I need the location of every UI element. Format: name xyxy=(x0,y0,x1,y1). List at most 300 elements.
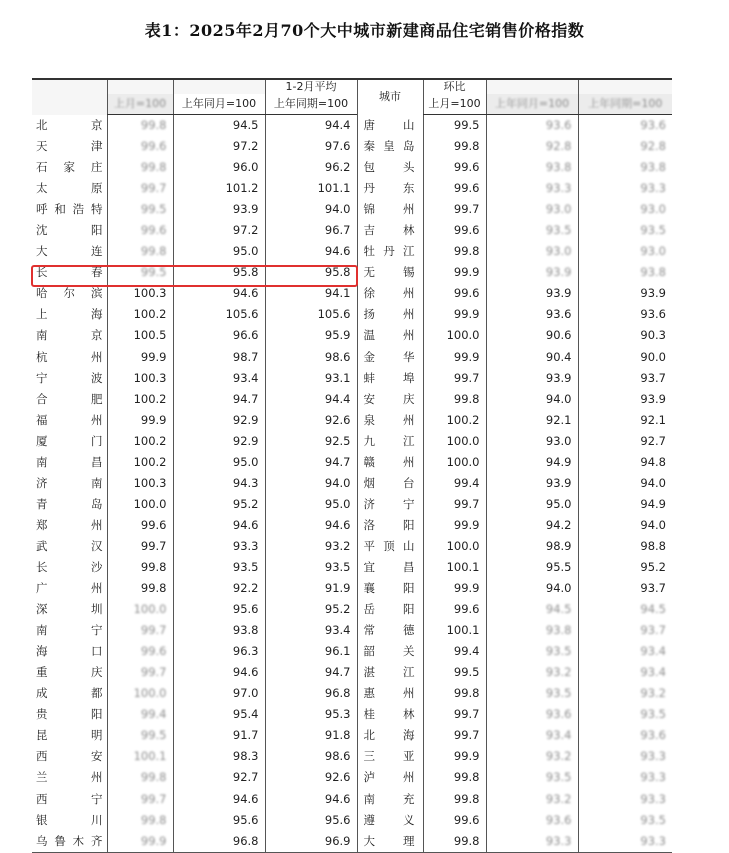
yoy-value: 93.8 xyxy=(173,620,265,641)
avg-value: 93.2 xyxy=(265,536,357,557)
avg-value: 101.1 xyxy=(265,178,357,199)
mom-value: 99.8 xyxy=(423,767,486,788)
yoy-value: 93.9 xyxy=(486,368,578,389)
mom-value: 99.5 xyxy=(423,115,486,137)
avg-value: 93.3 xyxy=(578,178,672,199)
yoy-value: 93.2 xyxy=(486,746,578,767)
city-name: 西安 xyxy=(36,749,103,764)
table-row xyxy=(32,115,672,137)
avg-value: 95.2 xyxy=(578,557,672,578)
avg-value: 92.1 xyxy=(578,410,672,431)
city-name: 大连 xyxy=(36,244,103,259)
avg-value: 93.9 xyxy=(578,283,672,304)
yoy-value: 92.8 xyxy=(486,136,578,157)
mom-value: 99.4 xyxy=(423,641,486,662)
yoy-value: 105.6 xyxy=(173,304,265,325)
city-name: 海口 xyxy=(36,644,103,659)
avg-value: 94.0 xyxy=(578,473,672,494)
mom-value: 99.8 xyxy=(107,157,173,178)
table-row xyxy=(32,199,672,220)
mom-value: 99.8 xyxy=(107,557,173,578)
avg-value: 92.7 xyxy=(578,431,672,452)
mom-subheader: 上月=100 xyxy=(423,94,486,115)
table-row xyxy=(32,789,672,810)
mom-value: 99.9 xyxy=(423,347,486,368)
yoy-value: 91.7 xyxy=(173,725,265,746)
mom-value: 100.0 xyxy=(423,325,486,346)
mom-value: 99.9 xyxy=(423,304,486,325)
yoy-value: 97.0 xyxy=(173,683,265,704)
avg-value: 93.6 xyxy=(578,725,672,746)
yoy-value: 92.7 xyxy=(173,767,265,788)
city-name: 常德 xyxy=(357,620,423,641)
mom-value: 99.6 xyxy=(423,220,486,241)
table-row xyxy=(32,746,672,767)
mom-value: 100.0 xyxy=(423,452,486,473)
city-header: 城市 xyxy=(357,79,423,115)
yoy-value: 93.2 xyxy=(486,662,578,683)
mom-value: 100.0 xyxy=(107,599,173,620)
mom-value: 99.9 xyxy=(423,746,486,767)
avg-value: 94.6 xyxy=(265,241,357,262)
avg-value: 93.8 xyxy=(578,262,672,283)
avg-value: 95.2 xyxy=(265,599,357,620)
table-row xyxy=(32,641,672,662)
city-name: 重庆 xyxy=(36,665,103,680)
mom-value: 100.2 xyxy=(107,431,173,452)
yoy-value: 90.6 xyxy=(486,325,578,346)
yoy-value: 93.9 xyxy=(173,199,265,220)
table-row xyxy=(32,136,672,157)
table-row xyxy=(32,831,672,853)
city-name: 宜昌 xyxy=(357,557,423,578)
avg-value: 93.3 xyxy=(578,789,672,810)
city-name: 厦门 xyxy=(36,433,103,448)
city-name: 大理 xyxy=(357,831,423,853)
yoy-value: 98.9 xyxy=(486,536,578,557)
table-row xyxy=(32,431,672,452)
city-name: 武汉 xyxy=(36,538,103,553)
city-name: 太原 xyxy=(36,181,103,196)
mom-value: 100.1 xyxy=(423,557,486,578)
city-name: 洛阳 xyxy=(357,515,423,536)
avg-value: 90.3 xyxy=(578,325,672,346)
avg-value: 94.8 xyxy=(578,452,672,473)
mom-value: 99.7 xyxy=(107,789,173,810)
yoy-value: 93.3 xyxy=(486,831,578,853)
mom-value: 99.8 xyxy=(423,831,486,853)
mom-value: 99.7 xyxy=(423,199,486,220)
table-row xyxy=(32,557,672,578)
avg-value: 93.0 xyxy=(578,241,672,262)
avg-value: 93.5 xyxy=(578,810,672,831)
table-row xyxy=(32,389,672,410)
avg-value: 93.6 xyxy=(578,115,672,137)
avg-value: 98.6 xyxy=(265,746,357,767)
city-name: 上海 xyxy=(36,307,103,322)
yoy-value: 95.6 xyxy=(173,599,265,620)
yoy-value: 95.0 xyxy=(173,241,265,262)
table-row xyxy=(32,620,672,641)
table-row xyxy=(32,473,672,494)
table-row xyxy=(32,325,672,346)
avg-value: 96.1 xyxy=(265,641,357,662)
mom-value: 99.8 xyxy=(423,136,486,157)
yoy-value: 90.4 xyxy=(486,347,578,368)
yoy-value: 93.0 xyxy=(486,431,578,452)
avg-value: 93.7 xyxy=(578,578,672,599)
city-name: 桂林 xyxy=(357,704,423,725)
yoy-value: 95.0 xyxy=(173,452,265,473)
yoy-value: 96.6 xyxy=(173,325,265,346)
table-row xyxy=(32,347,672,368)
mom-value: 99.7 xyxy=(107,662,173,683)
avg-value: 96.2 xyxy=(265,157,357,178)
city-name: 秦皇岛 xyxy=(357,136,423,157)
city-name: 杭州 xyxy=(36,349,103,364)
city-name: 扬州 xyxy=(357,304,423,325)
city-name: 泸州 xyxy=(357,767,423,788)
city-name: 北海 xyxy=(357,725,423,746)
avg-value: 94.0 xyxy=(265,199,357,220)
yoy-value: 93.5 xyxy=(173,557,265,578)
city-name: 吉林 xyxy=(357,220,423,241)
avg-value: 92.8 xyxy=(578,136,672,157)
city-name: 赣州 xyxy=(357,452,423,473)
avg-value: 94.4 xyxy=(265,389,357,410)
avg-value: 93.5 xyxy=(578,704,672,725)
table-row xyxy=(32,494,672,515)
avg-value: 94.6 xyxy=(265,515,357,536)
yoy-value: 94.9 xyxy=(486,452,578,473)
avg-value: 96.8 xyxy=(265,683,357,704)
avg-value: 94.7 xyxy=(265,452,357,473)
avg-value: 93.4 xyxy=(578,641,672,662)
table-row xyxy=(32,220,672,241)
avg-value: 92.6 xyxy=(265,410,357,431)
yoy-value: 96.0 xyxy=(173,157,265,178)
mom-value: 99.7 xyxy=(423,494,486,515)
avg-value: 96.7 xyxy=(265,220,357,241)
table-row xyxy=(32,810,672,831)
yoy-value: 97.2 xyxy=(173,136,265,157)
avg-group-header: 1-2月平均 xyxy=(265,79,357,94)
mom-value: 100.0 xyxy=(107,494,173,515)
mom-value: 99.6 xyxy=(107,136,173,157)
yoy-value: 94.5 xyxy=(173,115,265,137)
mom-value: 99.6 xyxy=(107,641,173,662)
city-name: 平顶山 xyxy=(357,536,423,557)
mom-value: 100.2 xyxy=(107,389,173,410)
mom-value: 99.8 xyxy=(423,683,486,704)
table-row xyxy=(32,452,672,473)
yoy-value: 94.0 xyxy=(486,389,578,410)
yoy-value: 94.6 xyxy=(173,283,265,304)
table-row xyxy=(32,767,672,788)
city-name: 合肥 xyxy=(36,391,103,406)
avg-value: 94.1 xyxy=(265,283,357,304)
yoy-value: 93.9 xyxy=(486,283,578,304)
yoy-value: 95.2 xyxy=(173,494,265,515)
city-name: 石家庄 xyxy=(36,160,103,175)
mom-value: 100.0 xyxy=(423,431,486,452)
yoy-value: 93.5 xyxy=(486,683,578,704)
table-row xyxy=(32,578,672,599)
yoy-value: 101.2 xyxy=(173,178,265,199)
city-name: 韶关 xyxy=(357,641,423,662)
avg-value: 94.6 xyxy=(265,789,357,810)
table-row xyxy=(32,599,672,620)
avg-value: 95.3 xyxy=(265,704,357,725)
mom-value: 99.7 xyxy=(107,178,173,199)
city-name: 泉州 xyxy=(357,410,423,431)
mom-value: 99.9 xyxy=(423,262,486,283)
mom-value: 100.2 xyxy=(423,410,486,431)
avg-value: 94.9 xyxy=(578,494,672,515)
yoy-value: 94.0 xyxy=(486,578,578,599)
yoy-value: 93.4 xyxy=(173,368,265,389)
city-name: 徐州 xyxy=(357,283,423,304)
avg-value: 92.5 xyxy=(265,431,357,452)
city-name: 襄阳 xyxy=(357,578,423,599)
city-name: 沈阳 xyxy=(36,223,103,238)
avg-value: 92.6 xyxy=(265,767,357,788)
city-name: 西宁 xyxy=(36,791,103,806)
city-name: 安庆 xyxy=(357,389,423,410)
avg-value: 93.7 xyxy=(578,620,672,641)
city-name: 哈尔滨 xyxy=(36,286,103,301)
avg-value: 93.9 xyxy=(578,389,672,410)
mom-value: 99.6 xyxy=(107,515,173,536)
avg-value: 95.9 xyxy=(265,325,357,346)
city-name: 南充 xyxy=(357,789,423,810)
table-row xyxy=(32,241,672,262)
mom-value: 99.6 xyxy=(423,157,486,178)
city-name: 三亚 xyxy=(357,746,423,767)
avg-value: 93.3 xyxy=(578,746,672,767)
mom-value: 100.3 xyxy=(107,283,173,304)
yoy-value: 93.4 xyxy=(486,725,578,746)
mom-value: 100.1 xyxy=(107,746,173,767)
yoy-value: 93.5 xyxy=(486,641,578,662)
avg-value: 93.4 xyxy=(578,662,672,683)
mom-value: 100.3 xyxy=(107,473,173,494)
avg-value: 95.6 xyxy=(265,810,357,831)
yoy-value: 93.8 xyxy=(486,157,578,178)
yoy-value: 93.3 xyxy=(173,536,265,557)
city-name: 锦州 xyxy=(357,199,423,220)
yoy-value: 94.6 xyxy=(173,515,265,536)
mom-value: 99.8 xyxy=(107,810,173,831)
mom-value: 99.7 xyxy=(423,368,486,389)
city-name: 宁波 xyxy=(36,370,103,385)
city-name: 深圳 xyxy=(36,602,103,617)
mom-value: 99.9 xyxy=(107,347,173,368)
mom-value: 99.5 xyxy=(107,199,173,220)
avg-value: 94.0 xyxy=(265,473,357,494)
avg-value: 94.4 xyxy=(265,115,357,137)
avg-value: 93.1 xyxy=(265,368,357,389)
mom-value: 99.8 xyxy=(423,389,486,410)
yoy-value: 94.5 xyxy=(486,599,578,620)
table-row xyxy=(32,410,672,431)
yoy-value: 92.1 xyxy=(486,410,578,431)
yoy-value: 93.6 xyxy=(486,115,578,137)
city-header-left xyxy=(32,79,107,115)
yoy-value: 95.0 xyxy=(486,494,578,515)
city-name: 丹东 xyxy=(357,178,423,199)
city-name: 成都 xyxy=(36,686,103,701)
mom-value: 99.8 xyxy=(107,767,173,788)
blank-header xyxy=(173,79,265,94)
mom-value: 100.2 xyxy=(107,304,173,325)
yoy-value: 94.3 xyxy=(173,473,265,494)
mom-value: 100.0 xyxy=(423,536,486,557)
avg-value: 93.8 xyxy=(578,157,672,178)
table-row xyxy=(32,536,672,557)
city-name: 银川 xyxy=(36,812,103,827)
city-name: 金华 xyxy=(357,347,423,368)
mom-value: 99.9 xyxy=(423,578,486,599)
yoy-subheader: 上年同月=100 xyxy=(173,94,265,115)
avg-value: 93.3 xyxy=(578,831,672,853)
mom-value: 99.8 xyxy=(423,241,486,262)
avg-value: 95.8 xyxy=(265,262,357,283)
avg-value: 91.9 xyxy=(265,578,357,599)
avg-value: 93.6 xyxy=(578,304,672,325)
avg-value: 93.0 xyxy=(578,199,672,220)
city-name: 贵阳 xyxy=(36,707,103,722)
city-name: 岳阳 xyxy=(357,599,423,620)
yoy-value: 95.8 xyxy=(173,262,265,283)
city-name: 无锡 xyxy=(357,262,423,283)
yoy-value: 96.8 xyxy=(173,831,265,853)
avg-value: 93.7 xyxy=(578,368,672,389)
avg-value: 93.5 xyxy=(578,220,672,241)
city-name: 北京 xyxy=(36,117,103,132)
avg-value: 98.8 xyxy=(578,536,672,557)
blurred-subheader: 上年同月=100 xyxy=(486,94,578,115)
table-row xyxy=(32,515,672,536)
yoy-value: 94.7 xyxy=(173,389,265,410)
yoy-value: 92.2 xyxy=(173,578,265,599)
mom-value: 100.5 xyxy=(107,325,173,346)
mom-group-header: 环比 xyxy=(423,79,486,94)
city-name: 南京 xyxy=(36,328,103,343)
city-name: 广州 xyxy=(36,581,103,596)
yoy-value: 93.5 xyxy=(486,767,578,788)
header-row-1 xyxy=(32,79,672,94)
yoy-value: 95.5 xyxy=(486,557,578,578)
mom-value: 99.8 xyxy=(107,115,173,137)
mom-value: 100.0 xyxy=(107,683,173,704)
avg-value: 96.9 xyxy=(265,831,357,853)
yoy-value: 93.9 xyxy=(486,262,578,283)
city-name: 温州 xyxy=(357,325,423,346)
city-name: 唐山 xyxy=(357,115,423,137)
yoy-value: 96.3 xyxy=(173,641,265,662)
yoy-value: 93.0 xyxy=(486,241,578,262)
mom-value: 99.5 xyxy=(107,262,173,283)
table-row xyxy=(32,304,672,325)
yoy-value: 94.6 xyxy=(173,662,265,683)
avg-value: 105.6 xyxy=(265,304,357,325)
yoy-value: 93.2 xyxy=(486,789,578,810)
yoy-value: 93.0 xyxy=(486,199,578,220)
yoy-value: 93.3 xyxy=(486,178,578,199)
city-name: 郑州 xyxy=(36,517,103,532)
mom-value: 99.9 xyxy=(423,515,486,536)
mom-value: 99.7 xyxy=(107,536,173,557)
city-name: 天津 xyxy=(36,139,103,154)
avg-value: 93.3 xyxy=(578,767,672,788)
yoy-value: 93.6 xyxy=(486,810,578,831)
yoy-value: 98.3 xyxy=(173,746,265,767)
avg-subheader: 上年同期=100 xyxy=(265,94,357,115)
avg-value: 93.2 xyxy=(578,683,672,704)
mom-value: 100.1 xyxy=(423,620,486,641)
city-name: 南宁 xyxy=(36,623,103,638)
city-name: 蚌埠 xyxy=(357,368,423,389)
yoy-value: 92.9 xyxy=(173,410,265,431)
city-name: 兰州 xyxy=(36,770,103,785)
avg-value: 90.0 xyxy=(578,347,672,368)
table-row xyxy=(32,683,672,704)
yoy-value: 97.2 xyxy=(173,220,265,241)
mom-value: 99.4 xyxy=(107,704,173,725)
mom-value: 99.6 xyxy=(423,178,486,199)
city-name: 乌鲁木齐 xyxy=(32,831,107,853)
mom-value: 99.6 xyxy=(423,810,486,831)
city-name: 南昌 xyxy=(36,454,103,469)
avg-value: 94.0 xyxy=(578,515,672,536)
yoy-value: 94.6 xyxy=(173,789,265,810)
blank-header xyxy=(486,79,578,94)
yoy-value: 93.6 xyxy=(486,704,578,725)
city-name: 长春 xyxy=(36,265,103,280)
table-row xyxy=(32,368,672,389)
city-name: 烟台 xyxy=(357,473,423,494)
avg-value: 95.0 xyxy=(265,494,357,515)
city-name: 九江 xyxy=(357,431,423,452)
table-row xyxy=(32,725,672,746)
yoy-value: 94.2 xyxy=(486,515,578,536)
blurred-subheader: 上月=100 xyxy=(107,94,173,115)
mom-value: 99.7 xyxy=(423,725,486,746)
mom-value: 99.4 xyxy=(423,473,486,494)
city-name: 包头 xyxy=(357,157,423,178)
yoy-value: 98.7 xyxy=(173,347,265,368)
avg-value: 91.8 xyxy=(265,725,357,746)
page-title: 表1：2025年2月70个大中城市新建商品住宅销售价格指数 xyxy=(144,21,585,40)
city-name: 惠州 xyxy=(357,683,423,704)
yoy-value: 95.4 xyxy=(173,704,265,725)
mom-value: 99.6 xyxy=(107,220,173,241)
avg-value: 98.6 xyxy=(265,347,357,368)
table-row xyxy=(32,178,672,199)
mom-value: 99.6 xyxy=(423,283,486,304)
avg-value: 93.4 xyxy=(265,620,357,641)
mom-value: 99.6 xyxy=(423,599,486,620)
header-row-2 xyxy=(32,94,672,115)
table-row xyxy=(32,662,672,683)
mom-value: 100.2 xyxy=(107,452,173,473)
table-row xyxy=(32,157,672,178)
city-name: 呼和浩特 xyxy=(36,202,103,217)
table-body xyxy=(32,115,672,853)
yoy-value: 93.8 xyxy=(486,620,578,641)
yoy-value: 92.9 xyxy=(173,431,265,452)
